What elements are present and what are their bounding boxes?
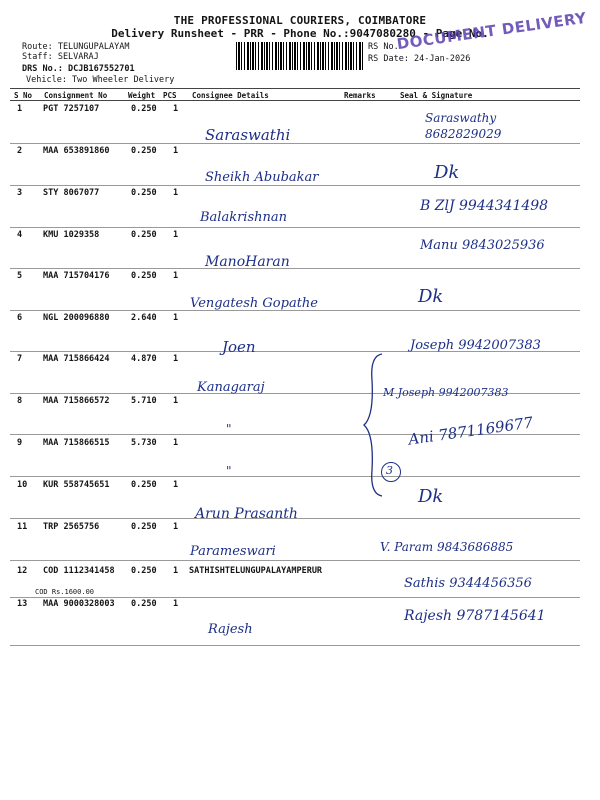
row-sno: 2 <box>17 146 23 156</box>
row-divider <box>10 227 580 228</box>
handwritten-signature: Sathis 9344456356 <box>404 576 532 591</box>
header-bottom-border <box>10 100 580 101</box>
handwritten-signature: Ani 7871169677 <box>407 413 535 449</box>
company-title: THE PROFESSIONAL COURIERS, COIMBATORE <box>173 14 427 27</box>
row-weight: 4.870 <box>131 354 157 364</box>
handwritten-consignee: Kanagaraj <box>197 380 265 395</box>
row-sno: 7 <box>17 354 23 364</box>
handwritten-consignee: Arun Prasanth <box>195 506 298 522</box>
handwritten-signature: Dk <box>418 486 444 507</box>
row-sno: 3 <box>17 188 23 198</box>
barcode <box>236 42 364 70</box>
row-pcs: 1 <box>173 566 179 576</box>
handwritten-signature: B ZlJ 9944341498 <box>420 198 549 214</box>
row-weight: 0.250 <box>131 230 157 240</box>
handwritten-consignee: Sheikh Abubakar <box>205 170 319 185</box>
handwritten-signature: 3 <box>386 464 393 477</box>
runsheet-subtitle: Delivery Runsheet - PRR - Phone No.:9047080280 - Page No. <box>111 27 489 40</box>
row-sno: 1 <box>17 104 23 114</box>
row-pcs: 1 <box>173 438 179 448</box>
handwritten-consignee: Saraswathi <box>205 126 291 144</box>
row-weight: 2.640 <box>131 313 157 323</box>
row-pcs: 1 <box>173 146 179 156</box>
row-sno: 13 <box>17 599 28 609</box>
row-weight: 0.250 <box>131 271 157 281</box>
row-weight: 5.730 <box>131 438 157 448</box>
handwritten-signature: Dk <box>418 286 444 307</box>
handwritten-consignee: Balakrishnan <box>200 210 288 225</box>
row-pcs: 1 <box>173 480 179 490</box>
col-header-seal: Seal & Signature <box>400 91 473 100</box>
row-sno: 12 <box>17 566 28 576</box>
grouping-brace <box>360 350 390 500</box>
handwritten-signature: Manu 9843025936 <box>420 238 545 253</box>
row-pcs: 1 <box>173 188 179 198</box>
row-weight: 0.250 <box>131 566 157 576</box>
row-sno: 11 <box>17 522 28 532</box>
handwritten-consignee: Vengatesh Gopathe <box>190 296 319 311</box>
handwritten-signature: V. Param 9843686885 <box>380 540 514 554</box>
row-weight: 0.250 <box>131 146 157 156</box>
col-header-weight: Weight <box>128 91 156 100</box>
handwritten-signature: Saraswathy 8682829029 <box>425 111 502 141</box>
row-divider <box>10 560 580 561</box>
row-pcs: 1 <box>173 104 179 114</box>
handwritten-signature: Joseph 9942007383 <box>410 338 541 353</box>
vehicle-label: Vehicle: Two Wheeler Delivery <box>26 75 175 85</box>
rs-date: RS Date: 24-Jan-2026 <box>368 54 471 64</box>
row-divider <box>10 268 580 269</box>
row-consignment: MAA 715866572 <box>43 396 110 406</box>
handwritten-consignee: ManoHaran <box>205 254 290 270</box>
row-pcs: 1 <box>173 230 179 240</box>
col-header-consignee: Consignee Details <box>192 91 269 100</box>
row-pcs: 1 <box>173 354 179 364</box>
row-sno: 9 <box>17 438 23 448</box>
row-consignment: MAA 715866424 <box>43 354 110 364</box>
handwritten-consignee: " <box>226 464 232 478</box>
row-consignment: MAA 9000328003 <box>43 599 115 609</box>
row-pcs: 1 <box>173 599 179 609</box>
row-consignment: PGT 7257107 <box>43 104 100 114</box>
col-header-consignment: Consignment No <box>44 91 108 100</box>
row-consignment: TRP 2565756 <box>43 522 100 532</box>
row-weight: 5.710 <box>131 396 157 406</box>
col-header-sno: S No <box>14 91 33 100</box>
row-pcs: 1 <box>173 396 179 406</box>
row-consignee-details: SATHISHTELUNGUPALAYAMPERUR <box>189 566 323 576</box>
row-divider <box>10 185 580 186</box>
handwritten-consignee: Parameswari <box>190 544 276 559</box>
row-consignment: COD 1112341458 <box>43 566 115 576</box>
handwritten-signature: Rajesh 9787145641 <box>404 608 546 624</box>
row-consignment: STY 8067077 <box>43 188 100 198</box>
row-sno: 5 <box>17 271 23 281</box>
row-pcs: 1 <box>173 271 179 281</box>
row-weight: 0.250 <box>131 599 157 609</box>
row-consignment: MAA 715866515 <box>43 438 110 448</box>
handwritten-signature: Dk <box>434 162 460 183</box>
row-divider <box>10 143 580 144</box>
row-divider <box>10 476 580 477</box>
cod-amount-note: COD Rs.1600.00 <box>35 588 95 596</box>
col-header-remarks: Remarks <box>344 91 376 100</box>
row-consignment: MAA 653891860 <box>43 146 110 156</box>
row-sno: 10 <box>17 480 28 490</box>
row-sno: 6 <box>17 313 23 323</box>
drs-number: DRS No.: DCJB167552701 <box>22 64 135 74</box>
row-divider <box>10 597 580 598</box>
route-label: Route: TELUNGUPALAYAM <box>22 42 130 52</box>
col-header-pcs: PCS <box>163 91 177 100</box>
row-consignment: MAA 715704176 <box>43 271 110 281</box>
row-consignment: KMU 1029358 <box>43 230 100 240</box>
row-weight: 0.250 <box>131 522 157 532</box>
handwritten-consignee: Rajesh <box>208 622 253 637</box>
row-consignment: KUR 558745651 <box>43 480 110 490</box>
handwritten-consignee: " <box>226 422 232 436</box>
row-consignment: NGL 200096880 <box>43 313 110 323</box>
staff-label: Staff: SELVARAJ <box>22 52 99 62</box>
row-weight: 0.250 <box>131 480 157 490</box>
row-weight: 0.250 <box>131 188 157 198</box>
row-sno: 4 <box>17 230 23 240</box>
handwritten-signature: M Joseph 9942007383 <box>383 386 509 399</box>
handwritten-consignee: Joen <box>222 338 256 356</box>
rs-number: RS No. <box>368 42 399 52</box>
table-bottom-border <box>10 645 580 646</box>
row-sno: 8 <box>17 396 23 406</box>
row-pcs: 1 <box>173 522 179 532</box>
row-pcs: 1 <box>173 313 179 323</box>
table-top-border <box>10 88 580 89</box>
row-weight: 0.250 <box>131 104 157 114</box>
document-delivery-stamp: DOCUMENT DELIVERY <box>395 8 588 54</box>
